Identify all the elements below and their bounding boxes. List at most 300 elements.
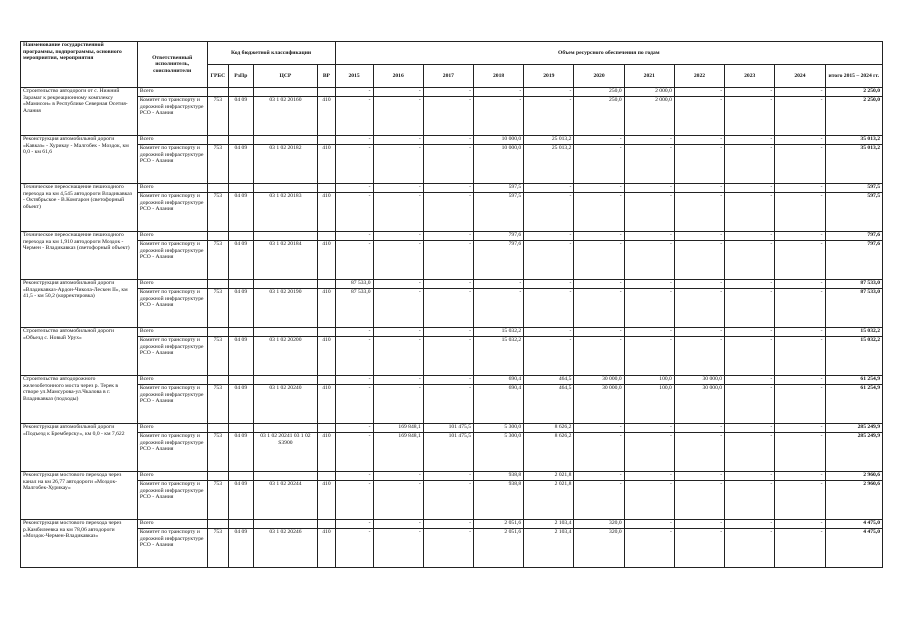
year-value: -: [624, 184, 674, 193]
year-value: -: [423, 481, 473, 520]
year-value: -: [335, 193, 373, 232]
year-value: -: [423, 184, 473, 193]
year-value: -: [574, 232, 624, 241]
code-csr: 03 1 02 20200: [253, 337, 318, 376]
year-value: -: [524, 328, 574, 337]
year-value: -: [775, 97, 825, 136]
year-value: -: [775, 529, 825, 568]
year-value: -: [373, 145, 423, 184]
year-value: -: [423, 136, 473, 145]
year-value: -: [574, 472, 624, 481]
table-row-executor: [21, 385, 883, 424]
year-value: 797,6: [473, 241, 523, 280]
code-cell-empty: [253, 328, 318, 337]
total-sum: 61 254,9: [825, 385, 882, 424]
year-value: -: [373, 241, 423, 280]
year-value: 464,5: [524, 385, 574, 424]
year-value: -: [524, 97, 574, 136]
table-row-total: [21, 520, 883, 529]
executor-name: Комитет по транспорту и дорожной инфраструктуре РСО - Алания: [137, 337, 207, 376]
code-grbs: 753: [207, 529, 229, 568]
code-rzpr: 04 09: [229, 289, 254, 328]
year-value: -: [473, 289, 523, 328]
year-value: 250,0: [574, 97, 624, 136]
year-value: -: [473, 88, 523, 97]
year-value: -: [574, 193, 624, 232]
year-value: -: [725, 328, 775, 337]
code-cell-empty: [229, 232, 254, 241]
year-value: -: [335, 385, 373, 424]
year-value: -: [423, 232, 473, 241]
table-row-executor: [21, 337, 883, 376]
year-value: -: [473, 280, 523, 289]
code-cell-empty: [229, 328, 254, 337]
year-value: -: [373, 337, 423, 376]
year-value: -: [624, 529, 674, 568]
code-cell-empty: [229, 472, 254, 481]
code-cell-empty: [207, 376, 229, 385]
year-value: -: [335, 424, 373, 433]
header-year: 2024: [775, 65, 825, 88]
year-value: -: [524, 232, 574, 241]
year-value: -: [373, 184, 423, 193]
year-value: -: [335, 520, 373, 529]
code-csr: 03 1 02 20241 03 1 02 S3900: [253, 433, 318, 472]
code-cell-empty: [207, 88, 229, 97]
total-label: Всего: [137, 184, 207, 193]
year-value: -: [524, 280, 574, 289]
code-grbs: 753: [207, 241, 229, 280]
code-cell-empty: [253, 232, 318, 241]
code-grbs: 753: [207, 289, 229, 328]
header-code-vr: ВР: [318, 65, 335, 88]
year-value: -: [574, 289, 624, 328]
table-row-total: [21, 280, 883, 289]
year-value: -: [373, 529, 423, 568]
code-cell-empty: [207, 520, 229, 529]
code-csr: 03 1 02 20182: [253, 145, 318, 184]
measure-name: Реконструкция автомобильной дороги «Кавказ» - Хурикау - Малгобек - Моздок, км 0,0 - км 61,6: [21, 136, 138, 184]
header-code-rzpr: РзПр: [229, 65, 254, 88]
year-value: -: [574, 136, 624, 145]
year-value: -: [373, 88, 423, 97]
code-vr: 410: [318, 529, 335, 568]
year-value: -: [335, 232, 373, 241]
year-value: -: [725, 337, 775, 376]
code-rzpr: 04 09: [229, 385, 254, 424]
year-value: -: [373, 472, 423, 481]
year-value: -: [373, 481, 423, 520]
year-value: -: [624, 145, 674, 184]
code-cell-empty: [229, 184, 254, 193]
year-value: -: [725, 88, 775, 97]
header-year: 2020: [574, 65, 624, 88]
year-value: -: [335, 241, 373, 280]
measure-name: Реконструкция автомобильной дороги «Подъезд к Бремберску», км 0,0 - км 7,622: [21, 424, 138, 472]
code-vr: 410: [318, 433, 335, 472]
year-value: -: [335, 97, 373, 136]
code-rzpr: 04 09: [229, 193, 254, 232]
code-vr: 410: [318, 97, 335, 136]
code-cell-empty: [207, 232, 229, 241]
year-value: 2 103,4: [524, 529, 574, 568]
code-cell-empty: [253, 88, 318, 97]
executor-name: Комитет по транспорту и дорожной инфраструктуре РСО - Алания: [137, 289, 207, 328]
total-label: Всего: [137, 424, 207, 433]
year-value: 30 000,0: [574, 385, 624, 424]
total-sum: 2 960,6: [825, 481, 882, 520]
year-value: -: [574, 424, 624, 433]
year-value: -: [423, 88, 473, 97]
year-value: 87 533,0: [335, 280, 373, 289]
table-row-executor: [21, 433, 883, 472]
year-value: -: [423, 337, 473, 376]
year-value: -: [775, 328, 825, 337]
code-cell-empty: [318, 376, 335, 385]
year-value: -: [775, 88, 825, 97]
total-sum: 797,6: [825, 232, 882, 241]
code-rzpr: 04 09: [229, 481, 254, 520]
year-value: -: [674, 97, 724, 136]
year-value: -: [775, 424, 825, 433]
year-value: -: [473, 97, 523, 136]
year-value: -: [624, 241, 674, 280]
resource-table: [20, 41, 883, 568]
code-csr: 03 1 02 20246: [253, 529, 318, 568]
year-value: -: [775, 289, 825, 328]
year-value: -: [373, 328, 423, 337]
year-value: -: [674, 337, 724, 376]
header-total: итого 2015 – 2024 гг.: [825, 65, 882, 88]
code-cell-empty: [207, 280, 229, 289]
code-cell-empty: [229, 136, 254, 145]
year-value: 25 013,2: [524, 145, 574, 184]
year-value: -: [725, 232, 775, 241]
year-value: -: [574, 328, 624, 337]
year-value: -: [775, 385, 825, 424]
year-value: -: [574, 145, 624, 184]
year-value: -: [775, 520, 825, 529]
year-value: -: [725, 385, 775, 424]
table-row-total: [21, 88, 883, 97]
header-code-grbs: ГРБС: [207, 65, 229, 88]
year-value: -: [725, 184, 775, 193]
year-value: -: [725, 520, 775, 529]
year-value: -: [624, 472, 674, 481]
total-sum: 15 032,2: [825, 328, 882, 337]
year-value: -: [574, 184, 624, 193]
year-value: -: [674, 472, 724, 481]
year-value: -: [624, 433, 674, 472]
code-csr: 03 1 02 20184: [253, 241, 318, 280]
year-value: -: [775, 472, 825, 481]
measure-name: Техническое переоснащение пешеходного перехода на км 1,910 автодороги Моздок - Чермен - Владикавказ (светофорный объект): [21, 232, 138, 280]
total-sum: 285 249,9: [825, 424, 882, 433]
code-cell-empty: [253, 184, 318, 193]
year-value: -: [624, 328, 674, 337]
total-sum: 597,5: [825, 193, 882, 232]
code-vr: 410: [318, 289, 335, 328]
header-budget-code: Код бюджетной классификации: [207, 42, 335, 65]
year-value: 938,8: [473, 472, 523, 481]
year-value: -: [674, 280, 724, 289]
year-value: -: [574, 280, 624, 289]
table-row-total: [21, 424, 883, 433]
year-value: -: [624, 193, 674, 232]
year-value: 320,0: [574, 520, 624, 529]
year-value: -: [725, 145, 775, 184]
measure-name: Реконструкция мостового перехода через р.Камбилеевка на км 78,06 автодороги «Моздок-Чермен-Владикавказ»: [21, 520, 138, 568]
header-year: 2016: [373, 65, 423, 88]
year-value: -: [674, 232, 724, 241]
year-value: -: [373, 97, 423, 136]
year-value: 320,0: [574, 529, 624, 568]
measure-name: Реконструкция мостового перехода через канал на км 26,77 автодороги «Моздок-Малгобек-Хурикау»: [21, 472, 138, 520]
year-value: 101 475,5: [423, 433, 473, 472]
code-rzpr: 04 09: [229, 433, 254, 472]
year-value: 938,8: [473, 481, 523, 520]
code-cell-empty: [318, 424, 335, 433]
code-cell-empty: [229, 520, 254, 529]
table-row-executor: [21, 145, 883, 184]
resource-table-sheet: [20, 41, 883, 607]
year-value: -: [524, 88, 574, 97]
year-value: 5 300,0: [473, 424, 523, 433]
year-value: -: [624, 337, 674, 376]
year-value: -: [725, 97, 775, 136]
code-cell-empty: [253, 136, 318, 145]
year-value: -: [624, 520, 674, 529]
year-value: -: [423, 328, 473, 337]
total-sum: 35 013,2: [825, 145, 882, 184]
year-value: -: [725, 481, 775, 520]
code-cell-empty: [318, 280, 335, 289]
year-value: 169 848,1: [373, 424, 423, 433]
year-value: 5 300,0: [473, 433, 523, 472]
year-value: -: [335, 529, 373, 568]
total-label: Всего: [137, 88, 207, 97]
code-cell-empty: [207, 472, 229, 481]
year-value: -: [524, 241, 574, 280]
year-value: 25 013,2: [524, 136, 574, 145]
year-value: -: [373, 385, 423, 424]
code-vr: 410: [318, 241, 335, 280]
year-value: 2 051,6: [473, 529, 523, 568]
year-value: -: [574, 481, 624, 520]
code-cell-empty: [229, 280, 254, 289]
year-value: -: [725, 280, 775, 289]
total-sum: 797,6: [825, 241, 882, 280]
year-value: -: [624, 280, 674, 289]
table-body: [21, 88, 883, 568]
measure-name: Реконструкция автомобильной дороги «Владикавказ-Ардон-Чиколa-Лескен II», км 41,5 - км 50,2 (корректировка): [21, 280, 138, 328]
year-value: -: [624, 289, 674, 328]
year-value: 30 000,0: [674, 376, 724, 385]
year-value: -: [725, 241, 775, 280]
year-value: -: [373, 376, 423, 385]
table-row-total: [21, 184, 883, 193]
code-cell-empty: [253, 520, 318, 529]
total-sum: 61 254,9: [825, 376, 882, 385]
year-value: -: [775, 433, 825, 472]
total-sum: 15 032,2: [825, 337, 882, 376]
year-value: -: [674, 184, 724, 193]
total-sum: 4 475,0: [825, 529, 882, 568]
year-value: 30 000,0: [674, 385, 724, 424]
year-value: -: [335, 184, 373, 193]
year-value: -: [775, 193, 825, 232]
year-value: -: [335, 328, 373, 337]
year-value: -: [674, 481, 724, 520]
year-value: -: [574, 337, 624, 376]
measure-name: Строительство автомобильной дороги «Объезд с. Новый Урух»: [21, 328, 138, 376]
header-year: 2018: [473, 65, 523, 88]
total-sum: 2 250,0: [825, 97, 882, 136]
header-executor: Ответственный исполнитель, соисполнители: [137, 42, 207, 88]
year-value: -: [524, 193, 574, 232]
year-value: -: [423, 241, 473, 280]
year-value: -: [423, 385, 473, 424]
total-sum: 597,5: [825, 184, 882, 193]
header-year: 2021: [624, 65, 674, 88]
code-cell-empty: [229, 424, 254, 433]
year-value: -: [373, 280, 423, 289]
year-value: -: [775, 145, 825, 184]
table-row-total: [21, 376, 883, 385]
year-value: -: [373, 193, 423, 232]
code-grbs: 753: [207, 97, 229, 136]
year-value: -: [725, 472, 775, 481]
code-grbs: 753: [207, 481, 229, 520]
code-csr: 03 1 02 20240: [253, 385, 318, 424]
total-label: Всего: [137, 328, 207, 337]
year-value: -: [524, 289, 574, 328]
code-cell-empty: [207, 328, 229, 337]
year-value: -: [775, 136, 825, 145]
year-value: -: [725, 376, 775, 385]
year-value: -: [674, 433, 724, 472]
table-row-total: [21, 328, 883, 337]
year-value: -: [775, 232, 825, 241]
year-value: -: [574, 433, 624, 472]
total-sum: 2 250,0: [825, 88, 882, 97]
year-value: -: [775, 184, 825, 193]
code-vr: 410: [318, 385, 335, 424]
year-value: 690,4: [473, 385, 523, 424]
year-value: 2 021,8: [524, 481, 574, 520]
year-value: -: [373, 232, 423, 241]
executor-name: Комитет по транспорту и дорожной инфраструктуре РСО - Алания: [137, 385, 207, 424]
header-year: 2023: [725, 65, 775, 88]
code-csr: 03 1 02 20190: [253, 289, 318, 328]
year-value: 597,5: [473, 193, 523, 232]
executor-name: Комитет по транспорту и дорожной инфраструктуре РСО - Алания: [137, 145, 207, 184]
table-row-executor: [21, 193, 883, 232]
code-grbs: 753: [207, 145, 229, 184]
year-value: -: [335, 472, 373, 481]
table-row-executor: [21, 529, 883, 568]
code-csr: 03 1 02 20160: [253, 97, 318, 136]
year-value: -: [674, 328, 724, 337]
table-row-total: [21, 472, 883, 481]
code-cell-empty: [318, 184, 335, 193]
table-row-executor: [21, 481, 883, 520]
code-cell-empty: [253, 280, 318, 289]
total-sum: 285 249,9: [825, 433, 882, 472]
total-label: Всего: [137, 280, 207, 289]
code-cell-empty: [253, 424, 318, 433]
year-value: -: [775, 376, 825, 385]
header-year: 2017: [423, 65, 473, 88]
year-value: -: [624, 424, 674, 433]
code-cell-empty: [318, 520, 335, 529]
code-cell-empty: [318, 328, 335, 337]
year-value: 690,4: [473, 376, 523, 385]
executor-name: Комитет по транспорту и дорожной инфраструктуре РСО - Алания: [137, 97, 207, 136]
code-cell-empty: [207, 136, 229, 145]
table-row-total: [21, 136, 883, 145]
year-value: -: [335, 376, 373, 385]
table-header: [21, 42, 883, 88]
year-value: 101 475,5: [423, 424, 473, 433]
executor-name: Комитет по транспорту и дорожной инфраструктуре РСО - Алания: [137, 529, 207, 568]
header-code-csr: ЦСР: [253, 65, 318, 88]
total-label: Всего: [137, 376, 207, 385]
total-sum: 87 533,0: [825, 289, 882, 328]
header-year: 2015: [335, 65, 373, 88]
executor-name: Комитет по транспорту и дорожной инфраструктуре РСО - Алания: [137, 241, 207, 280]
code-grbs: 753: [207, 193, 229, 232]
year-value: -: [335, 337, 373, 376]
year-value: 464,5: [524, 376, 574, 385]
year-value: 10 000,0: [473, 145, 523, 184]
year-value: -: [725, 529, 775, 568]
year-value: -: [423, 193, 473, 232]
year-value: 797,6: [473, 232, 523, 241]
year-value: 8 626,2: [524, 424, 574, 433]
total-sum: 35 013,2: [825, 136, 882, 145]
header-year: 2019: [524, 65, 574, 88]
code-cell-empty: [318, 88, 335, 97]
year-value: 2 103,4: [524, 520, 574, 529]
code-vr: 410: [318, 193, 335, 232]
executor-name: Комитет по транспорту и дорожной инфраструктуре РСО - Алания: [137, 481, 207, 520]
year-value: -: [775, 280, 825, 289]
year-value: 100,0: [624, 376, 674, 385]
measure-name: Строительство автодороги от с. Нижний Зарамаг к рекреационному комплексу «Мамисон» в Республике Северная Осетия-Алания: [21, 88, 138, 136]
year-value: 2 000,0: [624, 88, 674, 97]
year-value: -: [775, 241, 825, 280]
year-value: -: [775, 337, 825, 376]
year-value: 169 848,1: [373, 433, 423, 472]
header-measure: Наименование государственной программы, подпрограммы, основного мероприятия, мероприятия: [21, 42, 138, 88]
year-value: -: [624, 136, 674, 145]
year-value: -: [674, 424, 724, 433]
year-value: -: [674, 88, 724, 97]
code-grbs: 753: [207, 433, 229, 472]
year-value: -: [775, 481, 825, 520]
table-row-total: [21, 232, 883, 241]
year-value: 10 000,0: [473, 136, 523, 145]
year-value: -: [674, 193, 724, 232]
header-resource: Объем ресурсного обеспечения по годам: [335, 42, 882, 65]
year-value: -: [335, 88, 373, 97]
code-cell-empty: [229, 88, 254, 97]
code-vr: 410: [318, 145, 335, 184]
year-value: -: [335, 136, 373, 145]
total-label: Всего: [137, 232, 207, 241]
total-sum: 87 533,0: [825, 280, 882, 289]
